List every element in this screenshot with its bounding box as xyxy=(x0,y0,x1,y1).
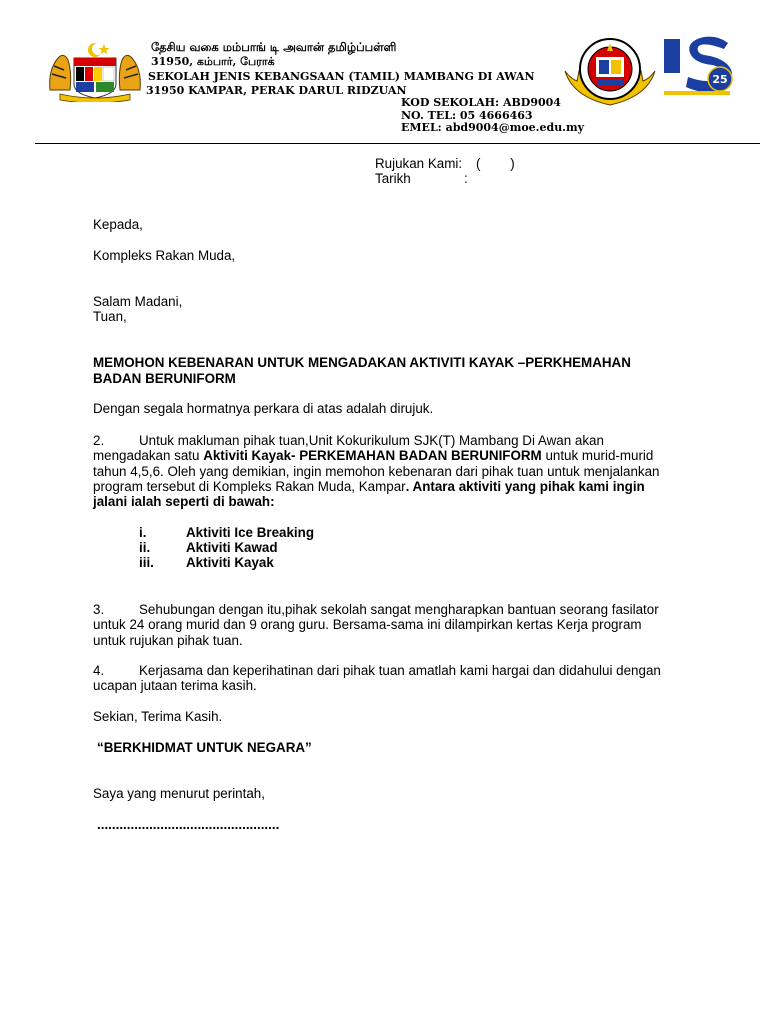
activity-item-3-label: Aktiviti Kayak xyxy=(186,555,274,570)
paragraph-2-line-5: jalani ialah seperti di bawah: xyxy=(93,494,275,510)
sign-off: Saya yang menurut perintah, xyxy=(93,786,265,801)
activity-item-2-number: ii. xyxy=(139,540,151,555)
paragraph-3 xyxy=(93,602,703,648)
paragraph-2 xyxy=(93,433,703,509)
paragraph-2-line-3: tahun 4,5,6. Oleh yang demikian, ingin memohon kebenaran dari pihak tuan untuk menjalankan xyxy=(93,463,660,479)
paragraph-2-text-2a: mengadakan satu xyxy=(93,448,204,464)
school-email: EMEL: abd9004@moe.edu.my xyxy=(401,121,585,134)
motto: “BERKHIDMAT UNTUK NEGARA” xyxy=(97,740,312,755)
subject-line-1: MEMOHON KEBENARAN UNTUK MENGADAKAN AKTIVITI KAYAK –PERKHEMAHAN xyxy=(93,355,631,370)
activity-item-3 xyxy=(139,555,274,570)
signature-line: ................................................. xyxy=(97,817,280,832)
paragraph-3-line-3: untuk rujukan pihak tuan. xyxy=(93,632,243,648)
school-name-malay: SEKOLAH JENIS KEBANGSAAN (TAMIL) MAMBANG DI AWAN xyxy=(148,70,535,83)
paragraph-3-line-1 xyxy=(93,602,703,617)
school-address: 31950 KAMPAR, PERAK DARUL RIDZUAN xyxy=(146,84,407,97)
reference-label: Rujukan Kami: xyxy=(375,156,463,171)
paragraph-3-text-1: Sehubungan dengan itu,pihak sekolah sangat mengharapkan bantuan seorang fasilator xyxy=(139,602,659,617)
paragraph-2-text-4a: program tersebut di Kompleks Rakan Muda, Kampar xyxy=(93,478,406,494)
paragraph-2-text-2c: untuk murid-murid xyxy=(541,448,654,464)
activity-item-1 xyxy=(139,525,314,540)
closing-text: Sekian, Terima Kasih. xyxy=(93,709,223,724)
paragraph-2-line-2 xyxy=(93,448,703,463)
paragraph-3-line-2: untuk 24 orang murid dan 9 orang guru. Bersama-sama ini dilampirkan kertas Kerja program xyxy=(93,617,642,633)
school-code: KOD SEKOLAH: ABD9004 xyxy=(401,96,561,109)
paragraph-2-text-1: Untuk makluman pihak tuan,Unit Kokurikulum SJK(T) Mambang Di Awan akan xyxy=(139,433,604,448)
activity-item-2 xyxy=(139,540,278,555)
paragraph-4 xyxy=(93,663,703,694)
paragraph-4-line-2: ucapan jutaan terima kasih. xyxy=(93,678,257,694)
1s-25-logo xyxy=(658,33,736,97)
paragraph-1: Dengan segala hormatnya perkara di atas adalah dirujuk. xyxy=(93,401,434,416)
activity-item-3-number: iii. xyxy=(139,555,154,570)
greeting-line-2: Tuan, xyxy=(93,309,127,324)
paragraph-4-line-1 xyxy=(93,663,703,678)
paragraph-2-activity-title: Aktiviti Kayak- PERKEMAHAN BADAN BERUNIFORM xyxy=(203,448,542,464)
paragraph-4-number: 4. xyxy=(93,663,105,678)
school-badge-logo xyxy=(563,35,657,109)
postcode-tamil: 31950, கம்பார், பேராக் xyxy=(151,55,275,68)
header-divider xyxy=(35,143,760,144)
activity-item-2-label: Aktiviti Kawad xyxy=(186,540,278,555)
subject-line-2: BADAN BERUNIFORM xyxy=(93,371,236,386)
activity-item-1-number: i. xyxy=(139,525,147,540)
paragraph-4-text-1: Kerjasama dan keperihatinan dari pihak tuan amatlah kami hargai dan didahului dengan xyxy=(139,663,661,678)
paragraph-2-text-4b: . Antara aktiviti yang pihak kami ingin xyxy=(405,478,645,494)
reference-value: ( ) xyxy=(476,156,515,171)
paragraph-2-number: 2. xyxy=(93,433,105,448)
logo-25-text: 25 xyxy=(712,73,728,86)
school-phone: NO. TEL: 05 4666463 xyxy=(401,109,533,122)
date-label: Tarikh xyxy=(375,171,411,186)
paragraph-2-line-4 xyxy=(93,479,703,494)
paragraph-3-number: 3. xyxy=(93,602,105,617)
recipient-name: Kompleks Rakan Muda, xyxy=(93,248,236,263)
greeting-line-1: Salam Madani, xyxy=(93,294,183,309)
school-name-tamil: தேசிய வகை மம்பாங் டி அவான் தமிழ்ப்பள்ளி xyxy=(151,40,397,54)
date-separator: : xyxy=(464,171,468,186)
malaysia-crest-logo xyxy=(46,40,144,102)
recipient-salutation: Kepada, xyxy=(93,217,143,232)
activity-item-1-label: Aktiviti Ice Breaking xyxy=(186,525,315,540)
paragraph-2-line-1 xyxy=(93,433,703,448)
